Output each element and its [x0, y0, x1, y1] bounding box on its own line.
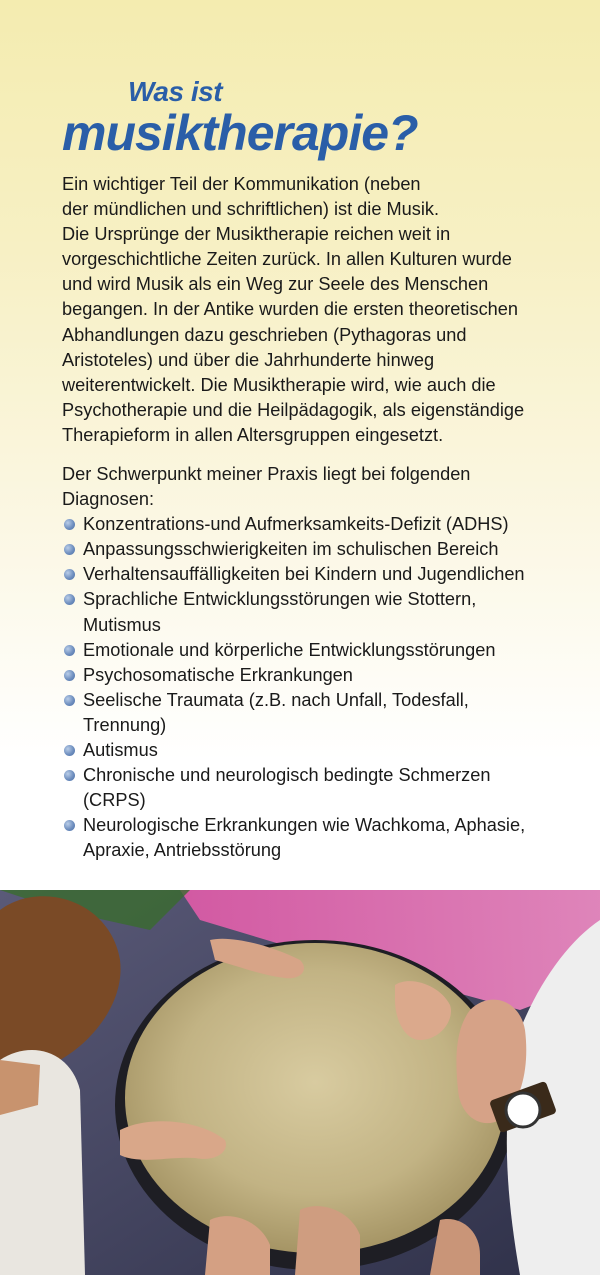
diagnosis-item	[62, 663, 582, 688]
diagnosis-text: Apraxie, Antriebsstörung	[83, 840, 282, 861]
intro-line: Die Ursprünge der Musiktherapie reichen weit in	[62, 224, 451, 245]
bullet-icon	[64, 569, 75, 580]
diagnosis-item	[62, 763, 582, 813]
focus-lead-line: Diagnosen:	[62, 489, 155, 510]
intro-line: vorgeschichtliche Zeiten zurück. In allen Kulturen wurde	[62, 249, 512, 270]
intro-paragraph	[62, 172, 582, 448]
intro-lines	[62, 172, 582, 448]
diagnosis-text: Sprachliche Entwicklungsstörungen wie Stottern,	[83, 589, 477, 610]
intro-line: und wird Musik als ein Weg zur Seele des Menschen	[62, 274, 489, 295]
bullet-icon	[64, 695, 75, 706]
intro-line: Psychotherapie und die Heilpädagogik, als eigenständige	[62, 399, 525, 420]
focus-lead	[62, 462, 582, 512]
intro-line: weiterentwickelt. Die Musiktherapie wird, wie auch die	[62, 374, 496, 395]
diagnosis-text: Anpassungsschwierigkeiten im schulischen Bereich	[83, 539, 499, 560]
diagnosis-item	[62, 738, 582, 763]
diagnosis-item	[62, 537, 582, 562]
diagnosis-text: Mutismus	[83, 614, 161, 635]
watch-icon	[506, 1093, 540, 1127]
intro-line: Therapieform in allen Altersgruppen eingesetzt.	[62, 424, 444, 445]
diagnoses-list	[62, 512, 582, 863]
diagnosis-item	[62, 813, 582, 863]
diagnosis-text: Neurologische Erkrankungen wie Wachkoma, Aphasie,	[83, 815, 526, 836]
bullet-icon	[64, 770, 75, 781]
diagnosis-text: Emotionale und körperliche Entwicklungsstörungen	[83, 639, 496, 660]
intro-line: der mündlichen und schriftlichen) ist die Musik.	[62, 199, 440, 220]
bullet-icon	[64, 544, 75, 555]
diagnosis-text: (CRPS)	[83, 790, 146, 811]
diagnosis-text: Chronische und neurologisch bedingte Schmerzen	[83, 765, 491, 786]
focus-lead-line: Der Schwerpunkt meiner Praxis liegt bei folgenden	[62, 464, 471, 484]
diagnosis-item	[62, 587, 582, 637]
intro-line: Aristoteles) und über die Jahrhunderte hinweg	[62, 349, 435, 370]
diagnosis-item	[62, 688, 582, 738]
bullet-icon	[64, 670, 75, 681]
diagnosis-text: Seelische Traumata (z.B. nach Unfall, Todesfall,	[83, 689, 469, 710]
diagnosis-item	[62, 512, 582, 537]
intro-line: Abhandlungen dazu geschrieben (Pythagoras und	[62, 324, 467, 345]
title-line-1: Was ist	[128, 76, 223, 107]
diagnosis-text: Psychosomatische Erkrankungen	[83, 664, 353, 685]
diagnosis-text: Verhaltensauffälligkeiten bei Kindern und Jugendlichen	[83, 564, 525, 585]
diagnosis-item	[62, 638, 582, 663]
bullet-icon	[64, 820, 75, 831]
bullet-icon	[64, 519, 75, 530]
diagnosis-text: Trennung)	[83, 714, 167, 735]
diagnosis-text: Konzentrations-und Aufmerksamkeits-Defizit (ADHS)	[83, 514, 509, 535]
diagnosis-text: Autismus	[83, 740, 158, 761]
bullet-icon	[64, 745, 75, 756]
bullet-icon	[64, 645, 75, 656]
intro-line: Ein wichtiger Teil der Kommunikation (neben	[62, 174, 421, 194]
diagnosis-item	[62, 562, 582, 587]
intro-line: begangen. In der Antike wurden die ersten theoretischen	[62, 299, 519, 320]
bullet-icon	[64, 594, 75, 605]
focus-section	[62, 462, 582, 864]
title-line-2: musiktherapie?	[62, 105, 418, 161]
drum-photo	[0, 890, 600, 1275]
